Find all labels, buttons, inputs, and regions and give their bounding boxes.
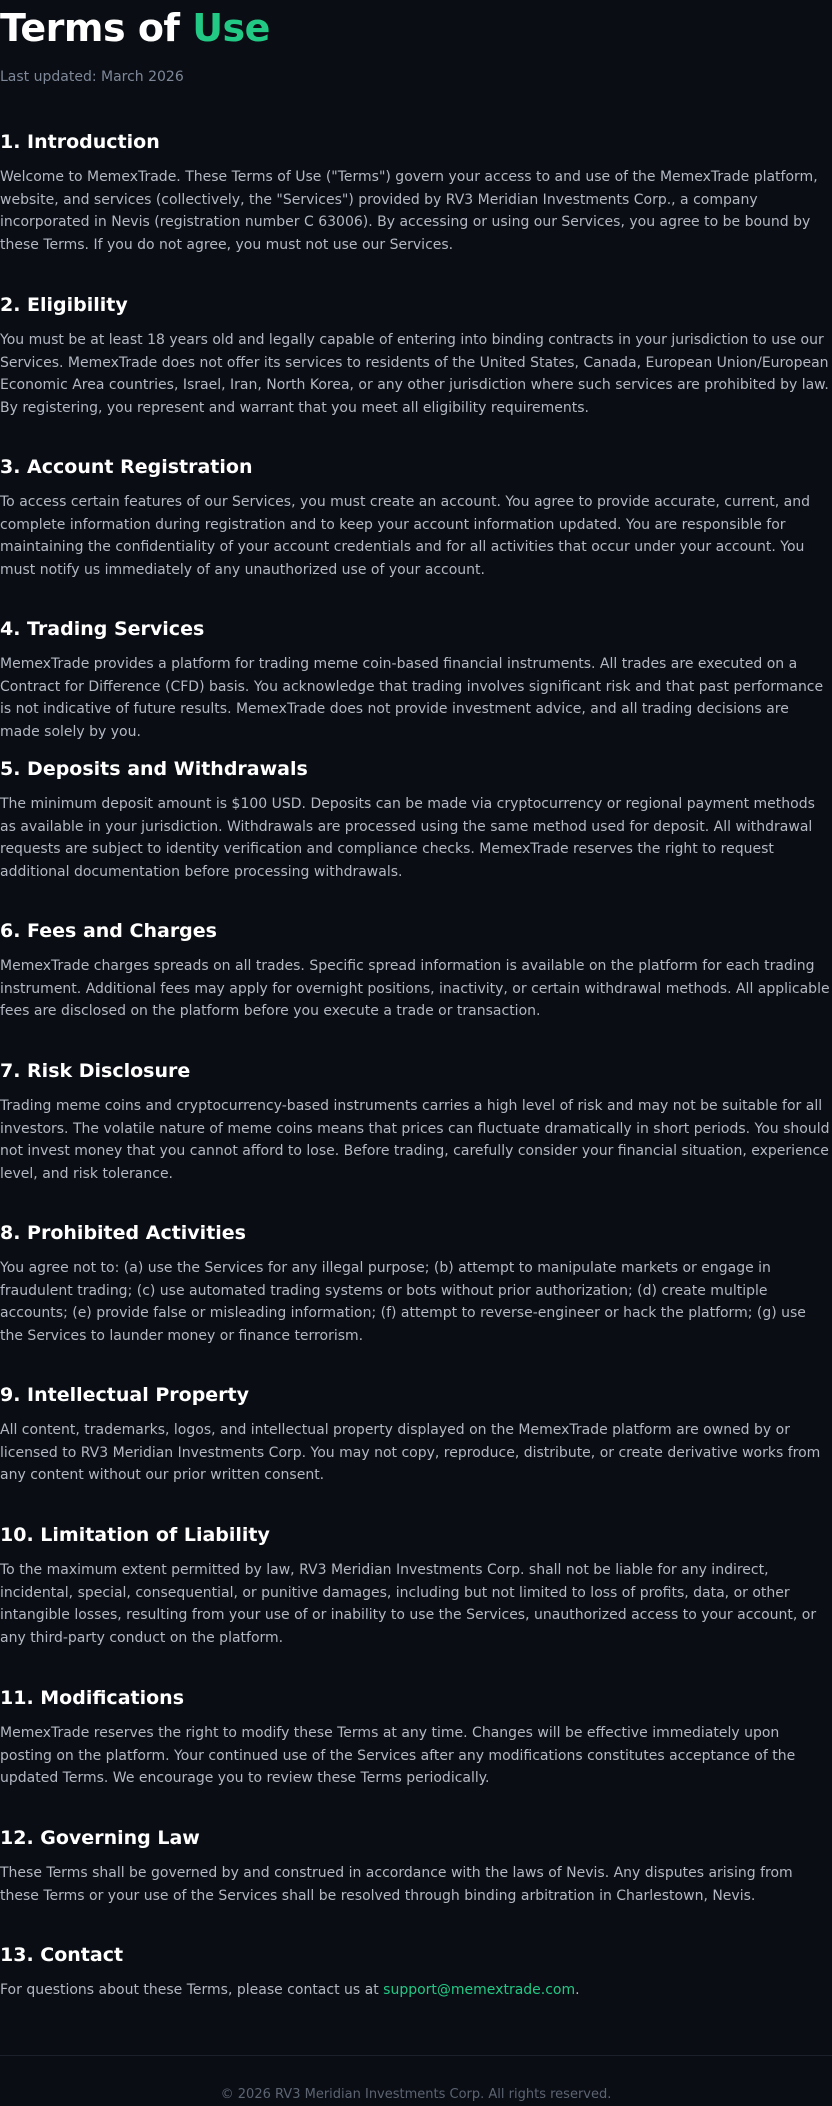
section-contact	[0, 1942, 832, 2002]
section-body: To access certain features of our Services, you must create an account. You agree to provide accurate, current, and complete information during registration and to keep your account information updated. You are responsible for maintaining the confidentiality of your account credentials and for all activities that occur under your account. You must notify us immediately of any unauthorized use of your account.	[0, 494, 810, 578]
section-limitation-liability	[0, 1522, 832, 1649]
contact-text-end: .	[575, 1982, 580, 1998]
footer-copyright: © 2026 RV3 Meridian Investments Corp. All rights reserved.	[220, 2087, 612, 2102]
section-heading: 13. Contact	[0, 1944, 124, 1966]
section-risk-disclosure	[0, 1058, 832, 1185]
section-heading: 5. Deposits and Withdrawals	[0, 758, 308, 780]
section-heading: 10. Limitation of Liability	[0, 1524, 270, 1546]
section-body: These Terms shall be governed by and construed in accordance with the laws of Nevis. Any disputes arising from these Terms or your use of the Services shall be resolved through binding arbitration in Charlestown, Nevis.	[0, 1865, 793, 1904]
page-title-accent: Use	[192, 6, 270, 50]
section-heading: 6. Fees and Charges	[0, 920, 217, 942]
section-body: Trading meme coins and cryptocurrency-based instruments carries a high level of risk and may not be suitable for all investors. The volatile nature of meme coins means that prices can fluctuate dramatically in short periods. You should not invest money that you cannot afford to lose. Before trading, carefully consider your financial situation, experience level, and risk tolerance.	[0, 1098, 830, 1182]
section-deposits-withdrawals	[0, 756, 832, 883]
section-body: MemexTrade charges spreads on all trades. Specific spread information is available on the platform for each trading instrument. Additional fees may apply for overnight positions, inactivity, or certain withdrawal methods. All applicable fees are disclosed on the platform before you execute a trade or transaction.	[0, 958, 830, 1020]
section-heading: 11. Modifications	[0, 1687, 184, 1709]
section-governing-law	[0, 1825, 832, 1907]
section-body: The minimum deposit amount is $100 USD. Deposits can be made via cryptocurrency or regional payment methods as available in your jurisdiction. Withdrawals are processed using the same method used for deposit. All withdrawal requests are subject to identity verification and compliance checks. MemexTrade reserves the right to request additional documentation before processing withdrawals.	[0, 796, 815, 880]
section-body: You must be at least 18 years old and legally capable of entering into binding contracts in your jurisdiction to use our Services. MemexTrade does not offer its services to residents of the United States, Canada, European Union/European Economic Area countries, Israel, Iran, North Korea, or any other jurisdiction where such services are prohibited by law. By registering, you represent and warrant that you meet all eligibility requirements.	[0, 332, 829, 416]
page-title-main: Terms of	[0, 6, 180, 50]
section-heading: 1. Introduction	[0, 131, 160, 153]
section-body: MemexTrade reserves the right to modify these Terms at any time. Changes will be effective immediately upon posting on the platform. Your continued use of the Services after any modifications constitutes acceptance of the updated Terms. We encourage you to review these Terms periodically.	[0, 1725, 796, 1787]
section-intellectual-property	[0, 1382, 832, 1487]
section-trading-services	[0, 616, 832, 743]
section-body: Welcome to MemexTrade. These Terms of Use ("Terms") govern your access to and use of the MemexTrade platform, website, and services (collectively, the "Services") provided by RV3 Meridian Investments Corp., a company incorporated in Nevis (registration number C 63006). By accessing or using our Services, you agree to be bound by these Terms. If you do not agree, you must not use our Services.	[0, 169, 818, 253]
contact-text: For questions about these Terms, please contact us at	[0, 1982, 384, 1998]
section-heading: 4. Trading Services	[0, 618, 205, 640]
footer-divider	[0, 2055, 832, 2056]
section-account-registration	[0, 454, 832, 581]
page-title	[0, 4, 270, 52]
section-fees-charges	[0, 918, 832, 1023]
section-eligibility	[0, 292, 832, 419]
section-prohibited-activities	[0, 1220, 832, 1347]
section-heading: 8. Prohibited Activities	[0, 1222, 246, 1244]
support-email-link[interactable]: support@memextrade.com	[383, 1982, 576, 1998]
section-body: You agree not to: (a) use the Services for any illegal purpose; (b) attempt to manipulate markets or engage in fraudulent trading; (c) use automated trading systems or bots without prior authorization; (d) create multiple accounts; (e) provide false or misleading information; (f) attempt to reverse-engineer or hack the platform; (g) use the Services to launder money or finance terrorism.	[0, 1260, 806, 1344]
section-heading: 12. Governing Law	[0, 1827, 200, 1849]
section-body	[0, 1979, 832, 2002]
section-body: All content, trademarks, logos, and intellectual property displayed on the MemexTrade platform are owned by or licensed to RV3 Meridian Investments Corp. You may not copy, reproduce, distribute, or create derivative works from any content without our prior written consent.	[0, 1422, 821, 1484]
section-body: MemexTrade provides a platform for trading meme coin-based financial instruments. All trades are executed on a Contract for Difference (CFD) basis. You acknowledge that trading involves significant risk and that past performance is not indicative of future results. MemexTrade does not provide investment advice, and all trading decisions are made solely by you.	[0, 656, 824, 740]
section-body: To the maximum extent permitted by law, RV3 Meridian Investments Corp. shall not be liable for any indirect, incidental, special, consequential, or punitive damages, including but not limited to loss of profits, data, or other intangible losses, resulting from your use of or inability to use the Services, unauthorized access to your account, or any third-party conduct on the platform.	[0, 1562, 817, 1646]
section-heading: 9. Intellectual Property	[0, 1384, 250, 1406]
section-heading: 7. Risk Disclosure	[0, 1060, 191, 1082]
last-updated: Last updated: March 2026	[0, 69, 184, 85]
section-introduction	[0, 129, 832, 256]
section-heading: 3. Account Registration	[0, 456, 253, 478]
section-heading: 2. Eligibility	[0, 294, 128, 316]
section-modifications	[0, 1685, 832, 1790]
